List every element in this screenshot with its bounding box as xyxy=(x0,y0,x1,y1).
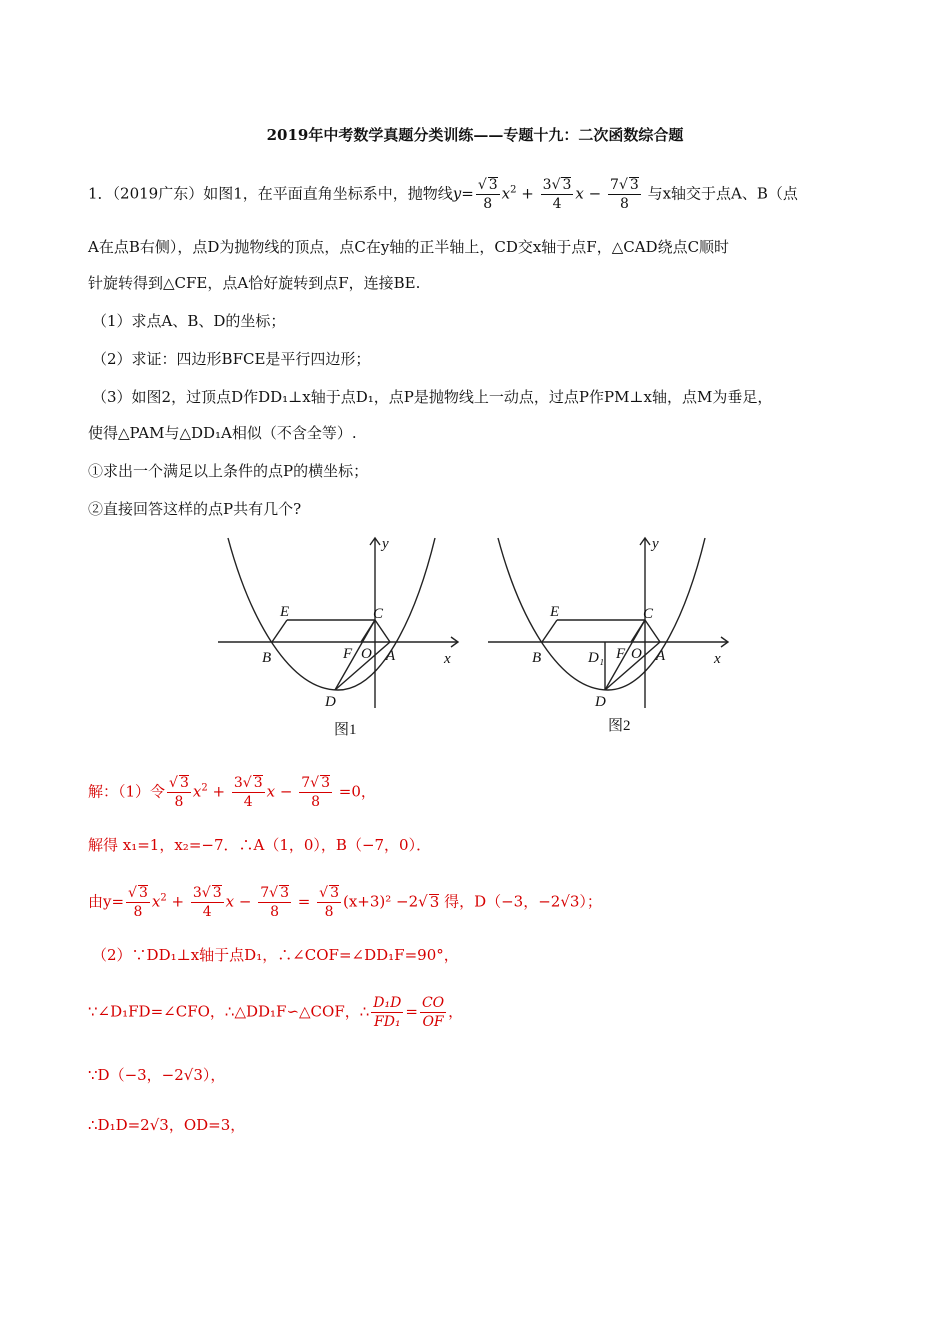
fig1-caption: 图1 xyxy=(334,722,357,738)
fig1-label-o: O xyxy=(361,646,372,662)
page-title: 2019年中考数学真题分类训练——专题十九：二次函数综合题 xyxy=(266,126,684,144)
fig2-label-d1: D₁ xyxy=(588,650,605,666)
figure-1 xyxy=(210,530,470,745)
fig1-label-a: A xyxy=(386,648,396,664)
problem-intro: 1．（2019广东）如图1，在平面直角坐标系中，抛物线 xyxy=(88,184,453,203)
question-2: （2）求证：四边形BFCE是平行四边形； xyxy=(92,350,371,368)
fig1-line-ca xyxy=(375,620,390,642)
fig2-line-eb xyxy=(542,620,557,642)
figure-2 xyxy=(480,530,740,745)
solution-line-7: ∴D₁D=2√3，OD=3， xyxy=(88,1116,246,1134)
fig1-label-y: y xyxy=(382,536,389,552)
fig1-line-eb xyxy=(272,620,287,642)
fig2-label-e: E xyxy=(550,604,560,620)
fig1-label-d: D xyxy=(325,694,336,710)
frac-t3: $\frac{7√ 3}{8}$ xyxy=(610,177,639,212)
fig1-line-cf xyxy=(361,620,375,642)
problem-line-3: 针旋转得到△CFE，点A恰好旋转到点F，连接BE. xyxy=(88,274,421,292)
fig2-line-ca xyxy=(645,620,660,642)
fig2-caption: 图2 xyxy=(608,718,631,734)
problem-intro-tail: 与x轴交于点A、B（点 xyxy=(647,184,798,203)
solution-line-6: ∵D（−3，−2√3）， xyxy=(88,1066,226,1084)
problem-line-2: A在点B右侧），点D为抛物线的顶点，点C在y轴的正半轴上，CD交x轴于点F，△CAD绕点C顺时 xyxy=(88,238,730,256)
fig2-label-d: D xyxy=(595,694,606,710)
question-3: （3）如图2，过顶点D作DD₁⊥x轴于点D₁，点P是抛物线上一动点，过点P作PM⊥x轴，点M为垂足， xyxy=(92,388,773,406)
solution-line-3: 由y= $\frac{√ 3}{8}$ $x^2$ + $\frac{3√ 3}{4}$ x − $\frac{7√ 3}{8}$ = $\frac{√ 3}{8}$ (x+3)² −2√ 3 得，D（−3，−2√3）； xyxy=(88,885,602,920)
fig2-label-c: C xyxy=(643,606,654,622)
solution-line-5: ∵∠D₁FD=∠CFO，∴△DD₁F∽△COF，∴ $\frac{\text{D₁D}}{\text{FD₁}}$ = $\frac{CO}{OF}$ ， xyxy=(88,995,464,1030)
fig2-label-a: A xyxy=(656,648,666,664)
fig2-label-y: y xyxy=(652,536,659,552)
fig1-label-x: x xyxy=(444,651,451,667)
frac-t2: $\frac{3√ 3}{4}$ xyxy=(542,177,572,212)
question-1: （1）求点A、B、D的坐标； xyxy=(92,312,286,330)
fig1-label-e: E xyxy=(280,604,290,620)
question-3-part-1: ①求出一个满足以上条件的点P的横坐标； xyxy=(88,462,369,480)
fig2-parabola xyxy=(498,538,705,690)
fig2-label-b: B xyxy=(532,650,542,666)
question-3-cont: 使得△PAM与△DD₁A相似（不含全等）. xyxy=(88,424,357,442)
solution-line-4: （2）∵DD₁⊥x轴于点D₁，∴∠COF=∠DD₁F=90°， xyxy=(92,946,459,964)
fig1-label-b: B xyxy=(262,650,272,666)
fig2-label-x: x xyxy=(714,651,721,667)
fig2-label-o: O xyxy=(631,646,642,662)
fig1-label-c: C xyxy=(373,606,384,622)
solution-line-1: 解：（1）令 $\frac{√ 3}{8}$ $x^2$ + $\frac{3√ 3}{4}$ x − $\frac{7√ 3}{8}$ =0， xyxy=(88,775,376,810)
fig2-label-f: F xyxy=(616,646,626,662)
question-3-part-2: ②直接回答这样的点P共有几个? xyxy=(88,500,302,518)
problem-line-1: 1．（2019广东）如图1，在平面直角坐标系中，抛物线y= $\frac{√ 3}{8}$ $x^2$ + $\frac{3√ 3}{4}$ x − $\frac{7√ 3}{8}$ 与x轴交于点A、B（点 xyxy=(88,177,798,212)
fig2-line-cf xyxy=(631,620,645,642)
solution-line-2: 解得 x₁=1，x₂=−7．∴A（1，0），B（−7，0）． xyxy=(88,836,432,854)
frac-t1: $\frac{√ 3}{8}$ xyxy=(477,177,498,212)
fig1-label-f: F xyxy=(343,646,353,662)
eq-y: y= xyxy=(452,184,474,203)
fig1-parabola xyxy=(228,538,435,690)
